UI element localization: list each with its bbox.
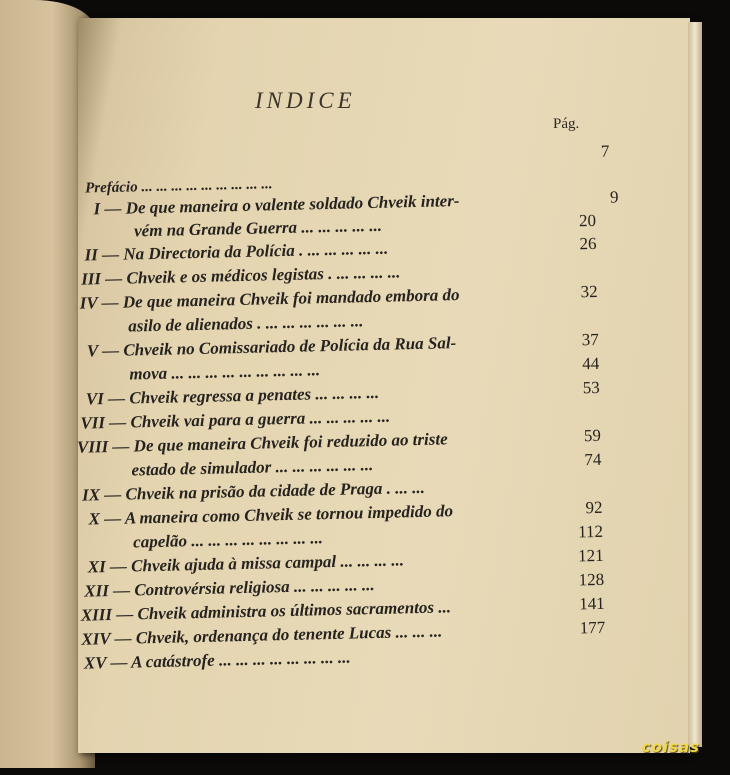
- toc-entry-label: X — A maneira como Chveik se tornou impedido do: [88, 501, 454, 529]
- toc-entry-page: 20: [578, 210, 597, 231]
- toc-entry-page: 74: [584, 449, 602, 470]
- toc-entry-page: 128: [578, 569, 605, 590]
- toc-entry-label: XI — Chveik ajuda à missa campal ... ... ... ...: [87, 550, 405, 577]
- toc-entry-page: 141: [578, 593, 605, 614]
- toc-entry-label: asilo de alienados . ... ... ... ... ... ...: [128, 311, 364, 336]
- toc-entry-label: IX — Chveik na prisão da cidade de Praga . ... ...: [81, 477, 426, 505]
- toc-entry-page: 53: [582, 377, 600, 398]
- toc-entry-label: III — Chveik e os médicos legistas . ... ... ... ...: [80, 262, 401, 289]
- toc-entry-label: vém na Grande Guerra ... ... ... ... ...: [133, 215, 383, 241]
- toc-entry-label: estado de simulador ... ... ... ... ... ...: [131, 455, 374, 480]
- toc-entry-page: 44: [582, 353, 600, 374]
- toc-entry-page: 177: [579, 617, 606, 638]
- toc-entry-label: V — Chveik no Comissariado de Polícia da Rua Sal-: [86, 333, 457, 361]
- toc-entry-label: XIII — Chveik administra os últimos sacramentos ...: [80, 597, 452, 625]
- toc-entry-label: I — De que maneira o valente soldado Chveik inter-: [93, 191, 460, 219]
- toc-entry-label: capelão ... ... ... ... ... ... ... ...: [132, 528, 324, 552]
- toc-entry-page: 112: [577, 521, 604, 542]
- toc-entry-page: 92: [585, 497, 603, 518]
- toc-entry-page: 26: [579, 233, 597, 254]
- toc-entry-label: VII — Chveik vai para a guerra ... ... ... ... ...: [80, 406, 391, 433]
- toc-entry-page: 121: [577, 545, 604, 566]
- toc-entry-label: XIV — Chveik, ordenança do tenente Lucas ... ... ...: [81, 621, 443, 649]
- toc-entry-label: Prefácio ... ... ... ... ... ... ... ... ...: [84, 176, 273, 197]
- toc-entry-label: XII — Controvérsia religiosa ... ... ... ... ...: [84, 575, 375, 601]
- toc-entry-page: 7: [600, 141, 610, 161]
- toc-entry-label: II — Na Directoria da Polícia . ... ... ... ... ...: [84, 238, 389, 265]
- page-column-header: Pág.: [553, 116, 580, 132]
- toc-entry-page: 37: [581, 329, 599, 350]
- toc-entry-label: XV — A catástrofe ... ... ... ... ... ... ... ...: [83, 647, 351, 673]
- toc-entry-page: 59: [583, 425, 602, 446]
- toc-entry-label: VIII — De que maneira Chveik foi reduzido ao triste: [76, 429, 448, 457]
- watermark-logo: coisas: [641, 738, 700, 756]
- toc-entry-page: 32: [580, 281, 598, 302]
- toc-entry-page: 9: [609, 187, 619, 207]
- toc-entry-label: mova ... ... ... ... ... ... ... ... ...: [129, 360, 321, 384]
- toc-entry-label: IV — De que maneira Chveik foi mandado embora do: [79, 285, 460, 313]
- toc-entry-label: VI — Chveik regressa a penates ... ... ... ...: [85, 382, 380, 409]
- page-title: INDICE: [255, 88, 356, 113]
